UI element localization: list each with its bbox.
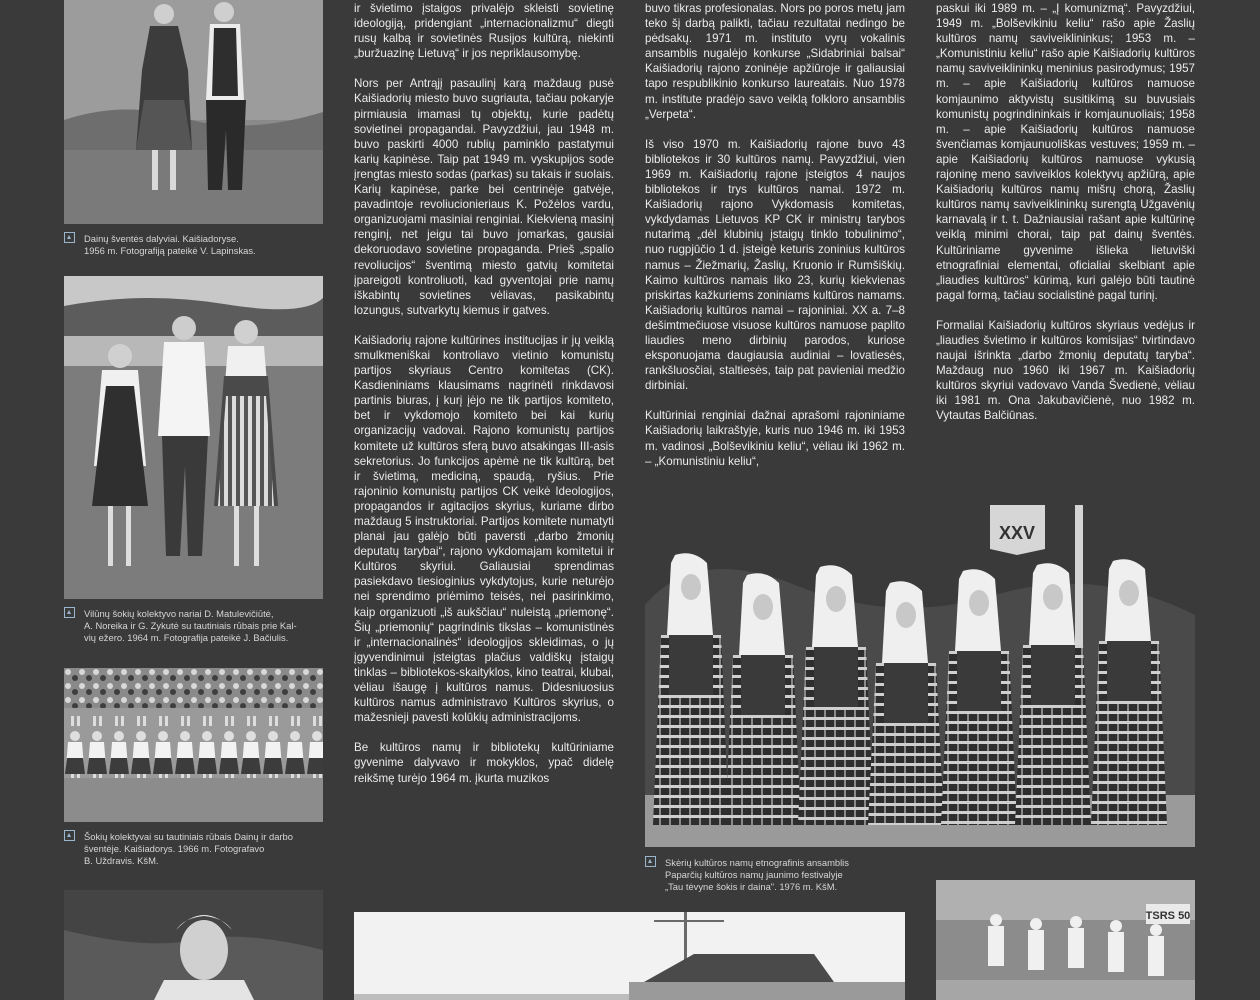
paragraph: Nors per Antrąjį pasaulinį karą maždaug pusė Kaišiadorių miesto buvo sugriauta, tačiau pokaryje pirmiausia imamasi tų objektų, kurie padėtų sovietinei propagandai. Pavyzdžiui, jau 1948 m. buvo paskirti 4000 rublių paminklo pastatymui karių kapinėse. Taip pat 1949 m. vyskupijos sode įrengtas miesto sodas (parkas) su takais ir suolais. Karių kapinėse, parke bei centrinėje gatvėje, pavadintoje revoliucionieriaus K. Požėlos vardu, organizuojami masiniai renginiai. Kiekvieną masinį renginį, net jeigu tai buvo jomarkas, gausiai dekoruodavo sovietine propaganda. Prieš „spalio revoliucijos“ šventimą miesto gatvių komitetai įpareigoti kontroliuoti, kad gyventojai prie namų iškabintų sovietines vėliavas, pasikabintų lozungus, sutvarkytų kiemus ir gatves. bbox=[354, 77, 614, 317]
caption-line: vių ežero. 1964 m. Fotografija pateikė J. Bačiulis. bbox=[84, 632, 289, 643]
photo-dancers-by-lake bbox=[64, 276, 323, 599]
caption-ethnographic-ensemble: Skėrių kultūros namų etnografinis ansamblis Paparčių kultūros namų jaunimo festivalyje „Tau tėvyne šokis ir daina". 1976 m. KšM. bbox=[645, 856, 945, 893]
paragraph: Iš viso 1970 m. Kaišiadorių rajone buvo 43 bibliotekos ir 30 kultūros namų. Pavyzdžiui, vien 1969 m. Kaišiadorių rajone įsteigtos 4 naujos bibliotekos ir trys kultūros namai. 1972 m. Kaišiadorių rajono Vykdomasis komitetas, vykdydamas Lietuvos KP CK ir ministrų tarybos nutarimą „dėl klubinių įstaigų tinklo tobulinimo“, nuo rugpjūčio 1 d. įsteigė keturis zoninius kultūros namus – Žiežmarių, Žaslių, Kruonio ir Rumšiškių. Kaimo kultūros namais liko 23, kurių kiekvienas priskirtas kažkuriems zoniniams kultūros namams. Kaišiadorių kultūros namai – rajoniniai. XX a. 7–8 dešimtmečiuose visuose kultūros namuose paplito liaudies meno dirbinių parodos, kuriose eksponuojama daugiausia audiniai – lovatiesės, rankšluosčiai, staltiesės, taip pat pavieniai medžio dirbiniai. bbox=[645, 137, 905, 393]
caption-line: „Tau tėvyne šokis ir daina". 1976 m. KšM. bbox=[665, 881, 838, 892]
paragraph: Kultūriniai renginiai dažnai aprašomi rajoniniame Kaišiadorių laikraštyje, kuris nuo 1946 m. iki 1953 m. vadinosi „Bolševikiniu keliu“, vėliau iki 1962 m. – „Komunistiniu keliu“, bbox=[645, 409, 905, 468]
photo-dance-groups bbox=[64, 668, 323, 822]
photo-dancers-tsrs50 bbox=[936, 880, 1195, 1000]
paragraph: buvo tikras profesionalas. Nors po poros metų jam teko šį darbą palikti, tačiau rezultatai nedingo be pėdsakų. 1971 m. instituto vyrų vokalinis ansamblis nugalėjo konkurse „Sidabriniai balsai“ Kaišiadorių rajono zoninėje apžiūroje ir galiausiai tapo respublikinio konkurso laureatais. Nuo 1978 m. institute pradėjo savo veiklą folkloro ansamblis „Verpeta“. bbox=[645, 2, 905, 121]
paragraph: Kaišiadorių rajone kultūrines institucijas ir jų veiklą smulkmeniškai kontroliavo vietinio komunistų partijos skyriaus Centro komitetas (CK). Kasdieniniams klausimams nagrinėti rinkdavosi partinis biuras, į kurį įėjo ne tik partijos komiteto, bet ir vykdomojo komiteto bei kai kurių organizacijų vadovai. Rajono komunistų partijos komitete už kultūros sferą buvo atsakingas III-asis sekretorius. Jo funkcijos apėmė ne tik kultūrą, bet ir švietimą, mediciną, spaudą, ryšius. Prie rajoninio komunistų partijos CK veikė Ideologijos, propagandos ir agitacijos skyrius, kuriame dirbo maždaug 5 instruktoriai. Partijos komitete numatyti planai jau galėjo būti paversti „darbo žmonių deputatų tarybai“, rajono vykdomajam komitetui ir Kultūros skyriui. Galiausiai sprendimas pasiekdavo tiesioginius vykdytojus, kurie neturėjo nei sprendimo priėmimo teisės, nei pasirinkimo, kaip organizuoti „iš aukščiau“ nuleistą „priemonę“. Šių „priemonių“ pagrindinis tikslas – komunistinės ir „internacionalinės“ ideologijos skleidimas, o jų įgyvendinimui įsteigtas plačius valdiškų įstaigų tinklas – bibliotekos-skaityklos, kino teatrai, klubai, vėliau išaugę į kultūros namus. Didesniuosius kultūros namus administravo Kultūros skyrius, o mažesnieji pavesti kolūkių administracijoms. bbox=[354, 333, 614, 725]
banner-text: XXV bbox=[998, 523, 1036, 543]
caption-dancers-by-lake: Vilūnų šokių kolektyvo nariai D. Matulevičiūtė, A. Noreika ir G. Zykutė su tautiniais rūbais prie Kal- vių ežero. 1964 m. Fotografija pateikė J. Bačiulis. bbox=[64, 607, 324, 644]
caption-icon bbox=[64, 830, 75, 841]
photo-ethnographic-ensemble bbox=[645, 505, 1195, 847]
text-column-2 bbox=[645, 1, 905, 484]
photo-building bbox=[354, 912, 905, 1000]
sign-text: TSRS 50 bbox=[1145, 910, 1191, 922]
caption-festival-couple: Dainų šventės dalyviai. Kaišiadoryse. 1956 m. Fotografiją pateikė V. Lapinskas. bbox=[64, 232, 324, 257]
photo-festival-couple bbox=[64, 0, 323, 224]
text-column-1 bbox=[354, 1, 614, 801]
caption-line: A. Noreika ir G. Zykutė su tautiniais rūbais prie Kal- bbox=[84, 620, 297, 631]
caption-dance-groups: Šokių kolektyvai su tautiniais rūbais Dainų ir darbo šventėje. Kaišiadorys. 1966 m. Fotografavo B. Uždravis. KšM. bbox=[64, 830, 324, 867]
caption-line: Paparčių kultūros namų jaunimo festivalyje bbox=[665, 869, 843, 880]
paragraph: Formaliai Kaišiadorių kultūros skyriaus vedėjus ir „liaudies švietimo ir kultūros komisijas“ tvirtindavo naujai išrinkta „darbo žmonių deputatų taryba“. Maždaug nuo 1960 iki 1967 m. Kaišiadorių kultūros skyriui vadovavo Vanda Švedienė, vėliau iki 1981 m. Ona Jakubavičienė, nuo 1982 m. Vytautas Balčiūnas. bbox=[936, 318, 1195, 423]
caption-icon bbox=[64, 607, 75, 618]
caption-line: 1956 m. Fotografiją pateikė V. Lapinskas. bbox=[84, 245, 256, 256]
caption-line: šventėje. Kaišiadorys. 1966 m. Fotografavo bbox=[84, 843, 265, 854]
paragraph: paskui iki 1989 m. – „Į komunizmą“. Pavyzdžiui, 1949 m. „Bolševikiniu keliu“ rašo apie Žaslių kultūros namų saviveiklininkus; 1953 m. – „Komunistiniu keliu“ rašo apie Kaišiadorių kultūros namų saviveiklininkų meninius pasirodymus; 1957 m. – apie Kaišiadorių kultūros namuose komjaunimo aktyvistų susitikimą su buvusiais komunistų pogrindininkais ir komjaunuoliais; 1958 m. – apie Kaišiadorių kultūros namuose švenčiamas komjaunuoliškas vestuves; 1959 m. – apie Kaišiadorių kultūros namuose vykusią rajoninę meno saviveiklos kolektyvų apžiūrą, apie Kaišiadorių kultūros namų mišrų chorą, Žaslių kultūros namų saviveiklininkų surengtą Užgavėnių karnavalą ir t. t. Dažniausiai rašant apie kultūrinę veiklą minimi chorai, taip pat dainų šventės. Kultūriniame gyvenime išlieka lietuviški etnografiniai elementai, oficialiai skelbiant apie „liaudies kultūros“ kūrimą, kuri galėjo būti tautinė pagal formą, tačiau socialistinė pagal turinį. bbox=[936, 2, 1195, 302]
paragraph: Be kultūros namų ir bibliotekų kultūriniame gyvenime dalyvavo ir mokyklos, ypač didelę reikšmę turėjo 1964 m. įkurta muzikos bbox=[354, 741, 614, 785]
caption-line: B. Uždravis. KšM. bbox=[84, 855, 159, 866]
caption-icon bbox=[645, 856, 656, 867]
caption-icon bbox=[64, 232, 75, 243]
paragraph: ir švietimo įstaigos privalėjo skleisti sovietinę ideologiją, pridengiant „internacionalizmu“ diegti rusų kalbą ir sovietinės Rusijos kultūrą, niekinti „buržuazinę Lietuvą“ ir jos nepriklausomybę. bbox=[354, 2, 614, 61]
text-column-3 bbox=[936, 1, 1195, 439]
photo-woman-portrait bbox=[64, 890, 323, 1000]
